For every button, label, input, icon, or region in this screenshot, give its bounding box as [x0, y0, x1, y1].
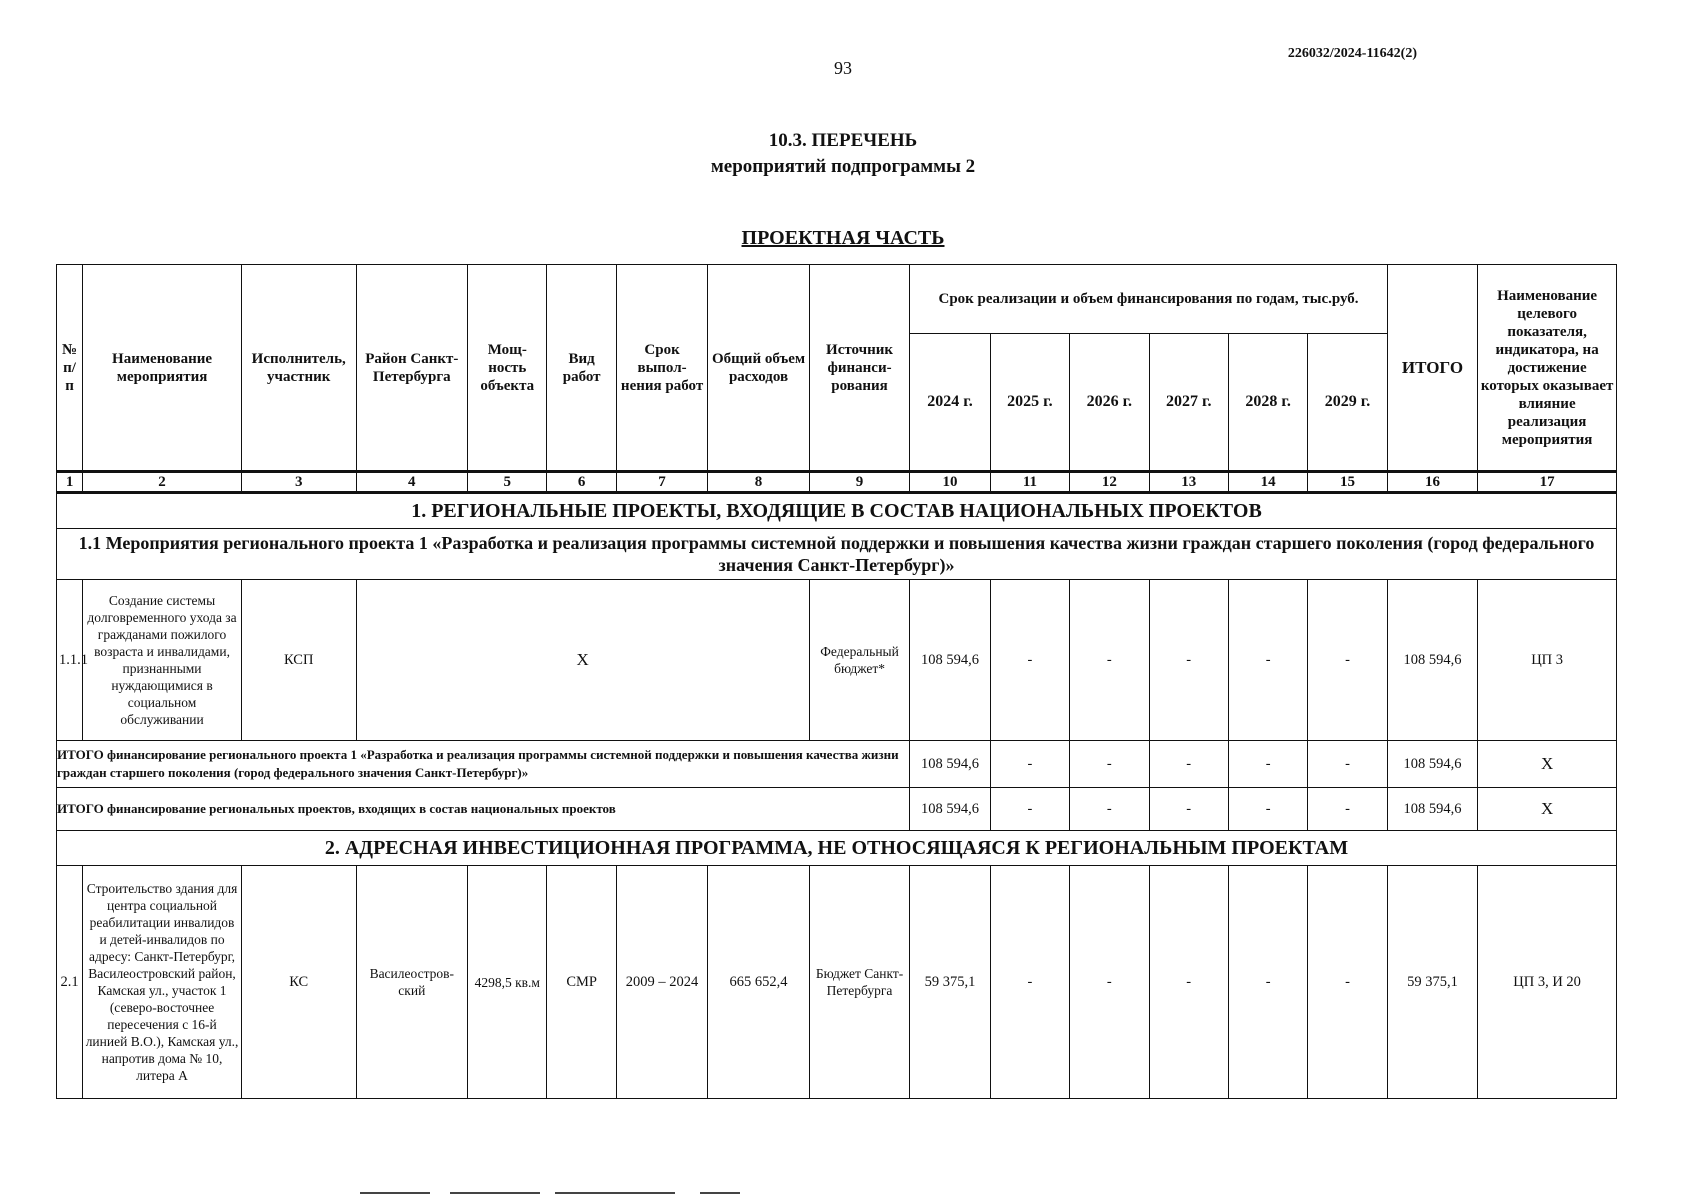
- col-header-executor: Исполнитель, участник: [241, 265, 356, 472]
- document-number: 226032/2024-11642(2): [1287, 46, 1417, 61]
- term: 2009 – 2024: [616, 866, 707, 1099]
- measure-name: Создание системы долговременного ухода за гражданами пожилого возраста и инвалидами, признанными нуждающимися в социальном обслуживании: [83, 580, 242, 741]
- scan-artifact: [450, 1192, 540, 1194]
- col-header-indicator: Наименование целевого показателя, индикатора, на достижение которых оказывает влияние реализация мероприятия: [1478, 265, 1617, 472]
- column-number: 7: [616, 472, 707, 493]
- executor: КС: [241, 866, 356, 1099]
- column-number: 2: [83, 472, 242, 493]
- amount-2026: -: [1070, 580, 1149, 741]
- col-header-year: 2026 г.: [1070, 334, 1149, 472]
- amount-2028: -: [1228, 866, 1307, 1099]
- amount-2027: -: [1149, 580, 1228, 741]
- page-number: 93: [834, 58, 852, 78]
- column-number: 12: [1070, 472, 1149, 493]
- col-header-year: 2028 г.: [1228, 334, 1307, 472]
- document-subtitle: мероприятий подпрограммы 2: [710, 156, 976, 177]
- row-number: 2.1: [57, 866, 83, 1099]
- column-number: 14: [1228, 472, 1307, 493]
- column-number: 5: [468, 472, 547, 493]
- amount-2024: 59 375,1: [910, 866, 990, 1099]
- subsection-1-1-title: 1.1 Мероприятия регионального проекта 1 «Разработка и реализация программы системной поддержки и повышения качества жизни граждан старшего поколения (город федерального значения Санкт-Петербург)»: [57, 529, 1617, 580]
- amount-2028: -: [1228, 580, 1307, 741]
- measures-table: [56, 264, 1617, 1099]
- amount-2027: -: [1149, 741, 1228, 788]
- amount-total: 108 594,6: [1387, 788, 1477, 831]
- amount-2025: -: [990, 866, 1069, 1099]
- amount-2029: -: [1308, 580, 1387, 741]
- scan-artifact: [360, 1192, 430, 1194]
- amount-2025: -: [990, 788, 1069, 831]
- measure-name: Строительство здания для центра социальной реабилитации инвалидов и детей-инвалидов по адресу: Санкт-Петербург, Василеостровский район, Камская ул., участок 1 (северо-восточнее пересечения с 16-й линией В.О.), Камская ул., напротив дома № 10, литера А: [83, 866, 242, 1099]
- part-title: ПРОЕКТНАЯ ЧАСТЬ: [741, 227, 945, 249]
- col-header-capacity: Мощ-ность объекта: [468, 265, 547, 472]
- section-2-title: 2. АДРЕСНАЯ ИНВЕСТИЦИОННАЯ ПРОГРАММА, НЕ ОТНОСЯЩАЯСЯ К РЕГИОНАЛЬНЫМ ПРОЕКТАМ: [57, 831, 1617, 866]
- amount-2026: -: [1070, 741, 1149, 788]
- col-header-year: 2027 г.: [1149, 334, 1228, 472]
- amount-2024: 108 594,6: [910, 788, 990, 831]
- total-label: ИТОГО финансирование регионального проекта 1 «Разработка и реализация программы системной поддержки и повышения качества жизни граждан старшего поколения (город федерального значения Санкт-Петербург)»: [57, 741, 910, 788]
- table-row: [57, 866, 1617, 1099]
- table-row-total: [57, 741, 1617, 788]
- column-number: 6: [547, 472, 616, 493]
- funding-source: Федеральный бюджет*: [809, 580, 910, 741]
- funding-source: Бюджет Санкт-Петербурга: [809, 866, 910, 1099]
- column-number: 9: [809, 472, 910, 493]
- amount-2027: -: [1149, 788, 1228, 831]
- column-number: 1: [57, 472, 83, 493]
- indicator: ЦП 3: [1478, 580, 1617, 741]
- col-header-district: Район Санкт-Петербурга: [356, 265, 468, 472]
- document-title: 10.3. ПЕРЕЧЕНЬ: [768, 130, 918, 151]
- amount-2028: -: [1228, 741, 1307, 788]
- table-row: [57, 580, 1617, 741]
- col-header-year: 2024 г.: [910, 334, 990, 472]
- column-number: 13: [1149, 472, 1228, 493]
- col-header-total: ИТОГО: [1387, 265, 1477, 472]
- indicator: ЦП 3, И 20: [1478, 866, 1617, 1099]
- column-number: 15: [1308, 472, 1387, 493]
- col-header-source: Источник финанси-рования: [809, 265, 910, 472]
- col-header-total-cost: Общий объем расходов: [708, 265, 810, 472]
- col-header-year: 2025 г.: [990, 334, 1069, 472]
- amount-total: 108 594,6: [1387, 580, 1477, 741]
- amount-2024: 108 594,6: [910, 741, 990, 788]
- amount-2025: -: [990, 580, 1069, 741]
- table-row-total: [57, 788, 1617, 831]
- amount-2028: -: [1228, 788, 1307, 831]
- column-number: 10: [910, 472, 990, 493]
- merged-x-cell: Х: [356, 580, 809, 741]
- scan-artifact: [700, 1192, 740, 1194]
- amount-total: 59 375,1: [1387, 866, 1477, 1099]
- column-number: 4: [356, 472, 468, 493]
- total-label: ИТОГО финансирование региональных проектов, входящих в состав национальных проектов: [57, 788, 910, 831]
- column-number: 3: [241, 472, 356, 493]
- amount-2027: -: [1149, 866, 1228, 1099]
- col-header-term: Срок выпол-нения работ: [616, 265, 707, 472]
- work-type: СМР: [547, 866, 616, 1099]
- col-header-name: Наименование мероприятия: [83, 265, 242, 472]
- scan-artifact: [555, 1192, 675, 1194]
- col-header-work-type: Вид работ: [547, 265, 616, 472]
- column-number: 11: [990, 472, 1069, 493]
- indicator: Х: [1478, 741, 1617, 788]
- amount-2026: -: [1070, 866, 1149, 1099]
- col-header-period: Срок реализации и объем финансирования по годам, тыс.руб.: [910, 265, 1387, 334]
- amount-2025: -: [990, 741, 1069, 788]
- col-header-num: № п/п: [57, 265, 83, 472]
- total-cost: 665 652,4: [708, 866, 810, 1099]
- section-1-title: 1. РЕГИОНАЛЬНЫЕ ПРОЕКТЫ, ВХОДЯЩИЕ В СОСТАВ НАЦИОНАЛЬНЫХ ПРОЕКТОВ: [57, 493, 1617, 529]
- amount-total: 108 594,6: [1387, 741, 1477, 788]
- district: Василеостров-ский: [356, 866, 468, 1099]
- amount-2026: -: [1070, 788, 1149, 831]
- row-number: 1.1.1: [57, 580, 83, 741]
- capacity: 4298,5 кв.м: [468, 866, 547, 1099]
- amount-2029: -: [1308, 788, 1387, 831]
- amount-2024: 108 594,6: [910, 580, 990, 741]
- indicator: Х: [1478, 788, 1617, 831]
- col-header-year: 2029 г.: [1308, 334, 1387, 472]
- column-number: 8: [708, 472, 810, 493]
- amount-2029: -: [1308, 866, 1387, 1099]
- column-number: 17: [1478, 472, 1617, 493]
- executor: КСП: [241, 580, 356, 741]
- amount-2029: -: [1308, 741, 1387, 788]
- column-number: 16: [1387, 472, 1477, 493]
